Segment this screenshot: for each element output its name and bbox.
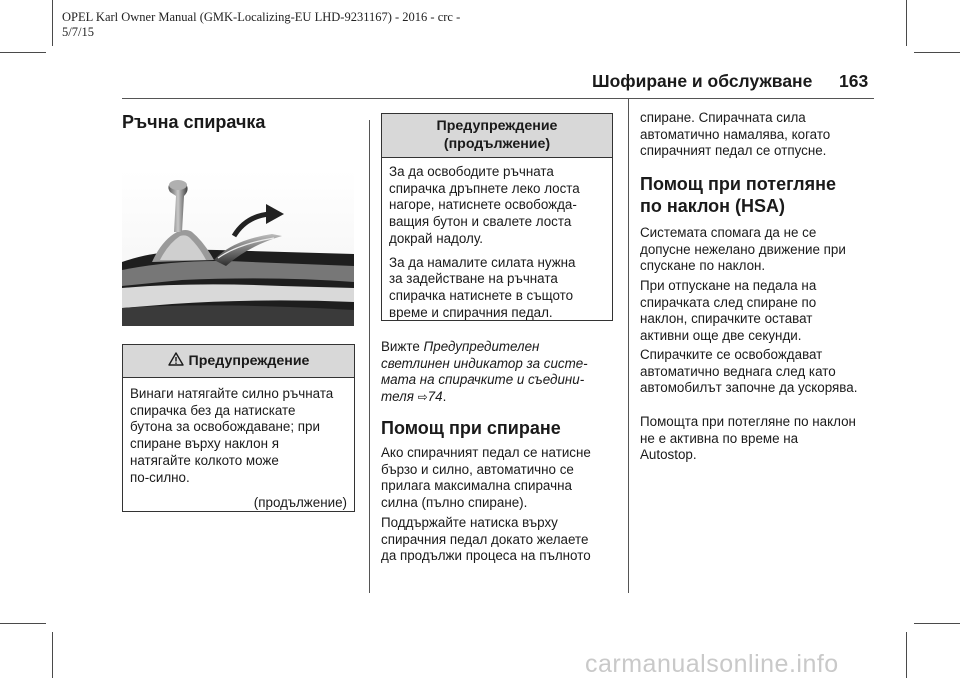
text-line: да продължи процеса на пълното: [381, 548, 591, 564]
print-metadata: [62, 10, 460, 40]
section-heading: [640, 173, 836, 217]
text-line: бързо и силно, автоматично се: [381, 461, 574, 477]
punctuation: .: [442, 389, 447, 405]
warning-triangle-icon: [168, 352, 184, 366]
text-line: ващия бутон и свалете лоста: [389, 214, 572, 230]
text-line: наклон, спирачките остават: [640, 311, 813, 327]
body-paragraph: [381, 445, 591, 512]
text-line: спиране върху наклон я: [130, 436, 279, 452]
text-line: При отпускане на педала на: [640, 278, 817, 293]
text-line: спирачка без да натискате: [130, 402, 296, 418]
text-line: Системата спомага да не се: [640, 225, 817, 240]
text-line: автоматично веднага след като: [640, 363, 836, 379]
crop-mark: [52, 632, 53, 678]
text-line: Autostop.: [640, 447, 697, 463]
section-heading: Помощ при спиране: [381, 418, 561, 438]
print-metadata-line: 5/7/15: [62, 25, 94, 39]
body-paragraph: [640, 278, 816, 345]
warning-paragraph: [389, 164, 605, 248]
see-prefix: Вижте: [381, 339, 420, 354]
page-reference-icon: ⇨: [417, 390, 428, 405]
body-paragraph: [640, 110, 830, 160]
text-line: За да намалите силата нужна: [389, 254, 576, 270]
reference-title: теля: [381, 389, 414, 405]
text-line: не е активна по време на: [640, 430, 799, 446]
watermark: carmanualsonline.info: [585, 650, 839, 678]
crop-mark: [0, 623, 46, 624]
text-line: спирачният педал се отпусне.: [640, 143, 827, 159]
text-line: спирачка натиснете в същото: [389, 287, 574, 303]
warning-box-continued: [381, 113, 613, 321]
column-divider: [369, 120, 370, 593]
text-line: нагоре, натиснете освобожда-: [389, 197, 577, 213]
heading-line: по наклон (HSA): [640, 196, 786, 216]
crop-mark: [914, 623, 960, 624]
text-line: автомобилът започне да ускорява.: [640, 380, 858, 396]
column-divider: [628, 98, 629, 593]
reference-title: Предупредителен: [423, 339, 540, 354]
reference-title: светлинен индикатор за систе-: [381, 355, 588, 371]
warning-text: [130, 386, 347, 486]
text-line: по-силно.: [130, 469, 190, 485]
warning-body: [123, 378, 354, 512]
text-line: натягайте колкото може: [130, 452, 279, 468]
reference-page[interactable]: 74: [427, 389, 443, 405]
text-line: силна (пълно спиране).: [381, 495, 528, 511]
text-line: Спирачките се освобождават: [640, 347, 823, 362]
body-paragraph: [640, 414, 856, 464]
crop-mark: [914, 52, 960, 53]
crop-mark: [0, 52, 46, 53]
reference-title: мата на спирачките и съедини-: [381, 372, 585, 388]
text-line: спиране. Спирачната сила: [640, 110, 806, 125]
crop-mark: [52, 0, 53, 46]
text-line: време и спирачния педал.: [389, 304, 553, 320]
text-line: Помощта при потегляне по наклон: [640, 414, 856, 429]
warning-body: [382, 158, 612, 321]
text-line: Винаги натягайте силно ръчната: [130, 386, 334, 401]
section-heading: Ръчна спирачка: [122, 112, 266, 132]
page-number: 163: [839, 71, 869, 91]
warning-title: Предупреждение: [188, 353, 310, 369]
text-line: спирачка дръпнете леко лоста: [389, 180, 580, 196]
running-header-title: Шофиране и обслужване: [592, 71, 813, 91]
text-line: За да освободите ръчната: [389, 164, 554, 179]
text-line: спирачния педал докато желаете: [381, 531, 589, 547]
text-line: допусне нежелано движение при: [640, 241, 846, 257]
text-line: активни още две секунди.: [640, 328, 802, 344]
body-paragraph: [381, 515, 591, 565]
heading-line: Помощ при потегляне: [640, 174, 837, 194]
text-line: бутона за освобождаване; при: [130, 419, 320, 435]
continued-label: (продължение): [253, 495, 347, 511]
text-line: за задействане на ръчната: [389, 271, 558, 287]
warning-paragraph: [389, 255, 605, 322]
text-line: Ако спирачният педал се натисне: [381, 445, 591, 460]
print-metadata-line: OPEL Karl Owner Manual (GMK-Localizing-EU LHD-9231167) - 2016 - crc -: [62, 10, 461, 24]
body-paragraph: [640, 347, 857, 397]
warning-box: [122, 344, 355, 512]
warning-header: [123, 345, 354, 378]
cross-reference: [381, 339, 588, 406]
warning-title: Предупреждение: [436, 118, 558, 134]
text-line: спирачката след спиране по: [640, 294, 817, 310]
crop-mark: [906, 632, 907, 678]
text-line: прилага максимална спирачна: [381, 478, 572, 494]
text-line: автоматично намалява, когато: [640, 126, 831, 142]
crop-mark: [906, 0, 907, 46]
parking-brake-illustration: [122, 170, 354, 326]
body-paragraph: [640, 225, 846, 275]
header-rule: [122, 98, 874, 99]
text-line: спускане по наклон.: [640, 258, 766, 274]
warning-title-continued: (продължение): [443, 136, 551, 152]
text-line: докрай надолу.: [389, 230, 483, 246]
text-line: Поддържайте натиска върху: [381, 515, 558, 530]
warning-header: [382, 114, 612, 158]
